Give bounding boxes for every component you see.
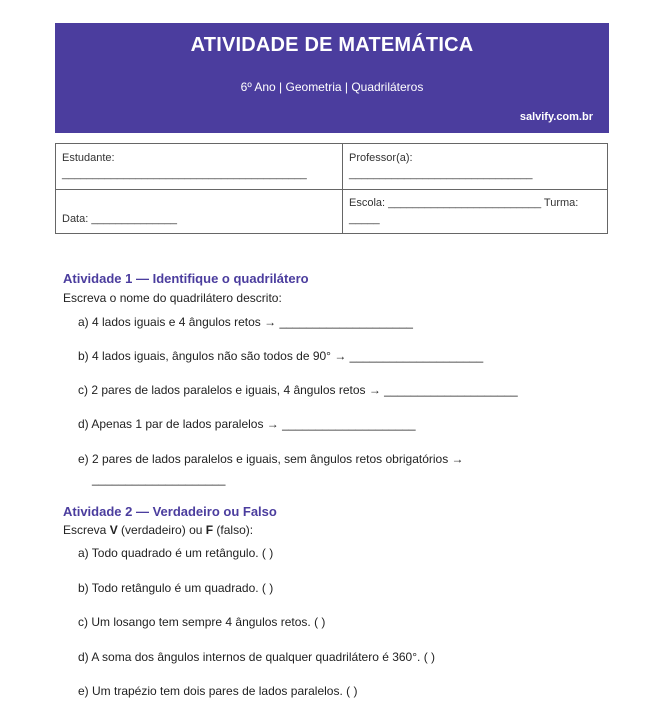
- activity1-item-c: c) 2 pares de lados paralelos e iguais, 4 ângulos retos → ____________________: [78, 383, 518, 397]
- activity1-item-e: e) 2 pares de lados paralelos e iguais, sem ângulos retos obrigatórios →: [78, 452, 464, 466]
- school-class-field[interactable]: Escola: _________________________ Turma:: [349, 197, 579, 209]
- instruction-text: (verdadeiro) ou: [117, 523, 206, 537]
- worksheet-header: [55, 23, 609, 133]
- activity2-item-d: d) A soma dos ângulos internos de qualquer quadrilátero é 360°. ( ): [78, 650, 436, 664]
- class-line[interactable]: _____: [349, 213, 380, 225]
- activity1-item-a: a) 4 lados iguais e 4 ângulos retos → ____________________: [78, 315, 413, 329]
- student-label: Estudante:: [62, 152, 115, 164]
- activity1-item-d: d) Apenas 1 par de lados paralelos → ____________________: [78, 417, 416, 431]
- instruction-text: (falso):: [213, 523, 254, 537]
- worksheet-subtitle: 6º Ano | Geometria | Quadriláteros: [240, 80, 424, 94]
- false-letter: F: [205, 523, 214, 537]
- worksheet-title: ATIVIDADE DE MATEMÁTICA: [190, 34, 474, 56]
- student-info-table: [55, 143, 608, 234]
- table-divider-horizontal-right: [342, 189, 607, 190]
- table-divider-horizontal-left: [56, 189, 342, 190]
- activity2-instruction: [63, 523, 253, 537]
- activity2-title: Atividade 2 — Verdadeiro ou Falso: [63, 504, 277, 519]
- activity1-title: Atividade 1 — Identifique o quadrilátero: [63, 271, 309, 286]
- activity2-item-a: a) Todo quadrado é um retângulo. ( ): [78, 546, 274, 560]
- teacher-label: Professor(a):: [349, 152, 413, 164]
- true-letter: V: [109, 523, 118, 537]
- activity2-item-c: c) Um losango tem sempre 4 ângulos retos. ( ): [78, 615, 326, 629]
- activity1-item-b: b) 4 lados iguais, ângulos não são todos de 90° → ____________________: [78, 349, 484, 363]
- activity2-item-e: e) Um trapézio tem dois pares de lados paralelos. ( ): [78, 684, 358, 698]
- activity2-item-b: b) Todo retângulo é um quadrado. ( ): [78, 581, 274, 595]
- instruction-text: Escreva: [63, 523, 110, 537]
- activity1-item-e-answer-line[interactable]: ____________________: [92, 472, 226, 486]
- activity1-instruction: Escreva o nome do quadrilátero descrito:: [63, 291, 282, 305]
- student-name-field[interactable]: ________________________________________: [62, 168, 307, 180]
- date-field[interactable]: Data: ______________: [62, 213, 177, 225]
- teacher-name-field[interactable]: ______________________________: [349, 168, 533, 180]
- site-url: salvify.com.br: [519, 111, 593, 123]
